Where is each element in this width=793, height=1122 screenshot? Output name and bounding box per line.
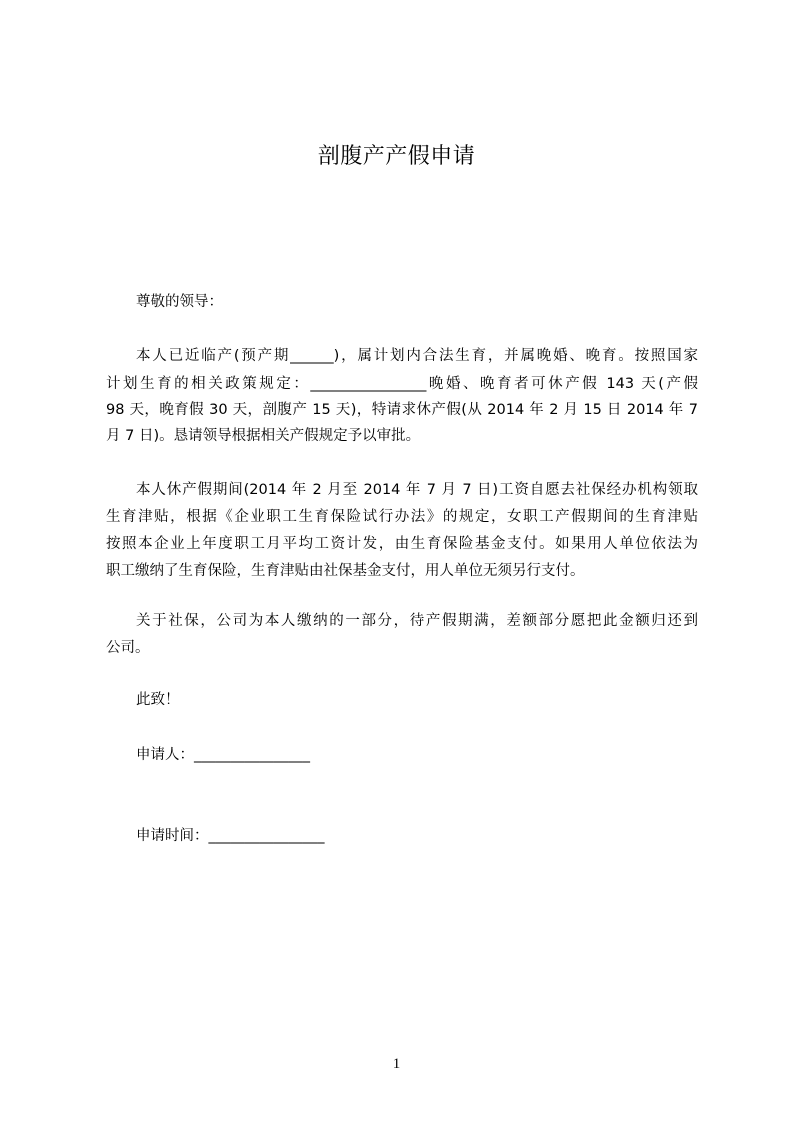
paragraph-line: 生育津贴，根据《企业职工生育保险试行办法》的规定，女职工产假期间的生育津贴: [106, 509, 698, 525]
application-date-field: 申请时间：________________: [136, 828, 325, 844]
closing-remark: 此致！: [136, 692, 180, 708]
paragraph-line: 月 7 日)。恳请领导根据相关产假规定予以审批。: [106, 428, 421, 444]
document-title: 剖腹产产假申请: [317, 144, 476, 169]
salutation: 尊敬的领导：: [136, 294, 223, 310]
paragraph-line: 计划生育的相关政策规定：________________晚婚、晚育者可休产假 143 天(产假: [106, 376, 698, 392]
page-number: 1: [392, 1056, 401, 1072]
paragraph-line: 按照本企业上年度职工月平均工资计发，由生育保险基金支付。如果用人单位依法为: [106, 536, 698, 552]
paragraph-line: 职工缴纳了生育保险，生育津贴由社保基金支付，用人单位无须另行支付。: [106, 563, 585, 579]
paragraph-line: 98 天，晚育假 30 天，剖腹产 15 天)，特请求休产假(从 2014 年 2 月 15 日 2014 年 7: [106, 402, 698, 418]
paragraph-line: 公司。: [106, 640, 150, 656]
paragraph-line: 关于社保，公司为本人缴纳的一部分，待产假期满，差额部分愿把此金额归还到: [136, 613, 698, 629]
applicant-signature-field: 申请人：________________: [136, 747, 310, 763]
paragraph-line: 本人已近临产(预产期______)，属计划内合法生育，并属晚婚、晚育。按照国家: [136, 348, 698, 364]
paragraph-line: 本人休产假期间(2014 年 2 月至 2014 年 7 月 7 日)工资自愿去社保经办机构领取: [136, 482, 698, 498]
